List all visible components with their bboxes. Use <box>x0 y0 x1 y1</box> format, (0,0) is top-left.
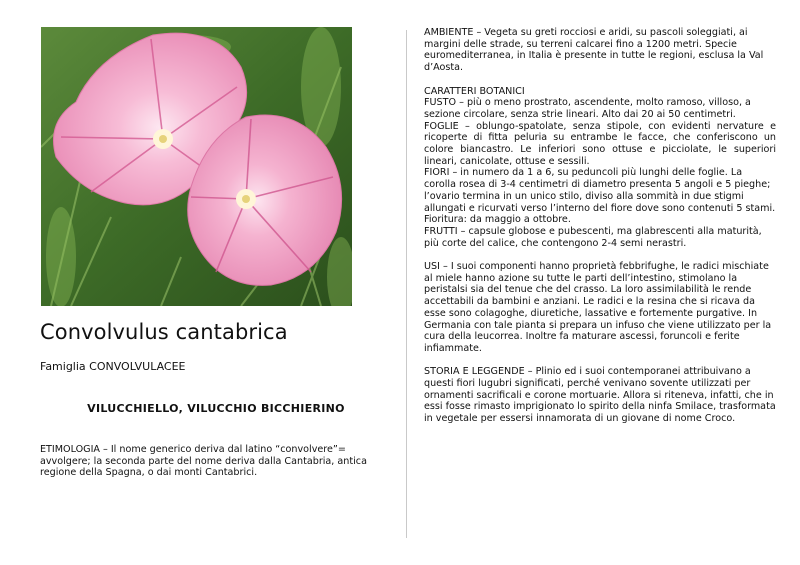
spacer <box>424 74 776 86</box>
frutti-text: FRUTTI – capsule globose e pubescenti, ma glabrescenti alla maturità, più corte del calice, che contengono 2-4 semi nerastri. <box>424 225 762 249</box>
ambiente-text: AMBIENTE – Vegeta su greti rocciosi e aridi, su pascoli soleggiati, ai margini delle strade, su terreni calcarei fino a 1200 metri. Specie euromediterranea, in Italia è presente in tutte le regioni, esclusa la Val d’Aosta. <box>424 27 764 74</box>
etimologia-text: ETIMOLOGIA – Il nome generico deriva dal latino “convolvere”= avvolgere; la seconda parte del nome deriva dalla Cantabria, antica regione della Spagna, o dai monti Cantabrici. <box>40 444 367 478</box>
description-column <box>424 27 776 425</box>
scientific-name: Convolvulus cantabrica <box>40 320 288 344</box>
storia-text: STORIA E LEGGENDE – Plinio ed i suoi contemporanei attribuivano a questi fiori lugubri significati, perché venivano sovente utilizzati per ornamenti sacrificali e corone mortuarie. Allora si riteneva, infatti, che in essi fosse rimasto imprigionato lo spirito della ninfa Smilace, trasformata in vegetale per essersi innamorata di un giovane di nome Croco. <box>424 366 776 425</box>
common-names: VILUCCHIELLO, VILUCCHIO BICCHIERINO <box>87 402 345 415</box>
fiori-text: FIORI – in numero da 1 a 6, su peduncoli più lunghi delle foglie. La corolla rosea di 3-4 centimetri di diametro presenta 5 angoli e 5 pieghe; l’ovario termina in un unico stilo, diviso alla sommità in due stigmi allungati e ricurvati verso l’interno del fiore dove sono contenuti 5 stami. Fioritura: da maggio a ottobre. <box>424 167 776 226</box>
column-divider <box>406 30 407 538</box>
usi-text: USI – I suoi componenti hanno proprietà febbrifughe, le radici mischiate al miele hanno azione su tutte le parti dell’intestino, stimolano la peristalsi sia del tenue che del crasso. La loro assimilabilità le rende accettabili da bambini e anziani. Le radici e la resina che si ricava da esse sono colagoghe, diuretiche, lassative e fortemente purgative. In Germania con tale pianta si prepara un infuso che viene utilizzato per la cura della leucorrea. Inoltre fa maturare ascessi, foruncoli e ferite infiammate. <box>424 261 772 354</box>
foglie-text: FOGLIE – oblungo-spatolate, senza stipole, con evidenti nervature e ricoperte di fitta peluria su entrambe le facce, che conferiscono un colore biancastro. Le inferiori sono ottuse e picciolate, le superiori lineari, canicolate, ottuse e sessili. <box>424 120 776 167</box>
caratteri-heading: CARATTERI BOTANICI <box>424 85 525 97</box>
flower-illustration <box>41 27 352 306</box>
family-name: Famiglia CONVOLVULACEE <box>40 360 186 373</box>
fusto-text: FUSTO – più o meno prostrato, ascendente, molto ramoso, villoso, a sezione circolare, senza strie lineari. Alto dai 20 ai 50 centimetri. <box>424 97 751 120</box>
spacer <box>424 355 776 367</box>
spacer <box>424 249 776 261</box>
plant-photo <box>41 27 352 306</box>
